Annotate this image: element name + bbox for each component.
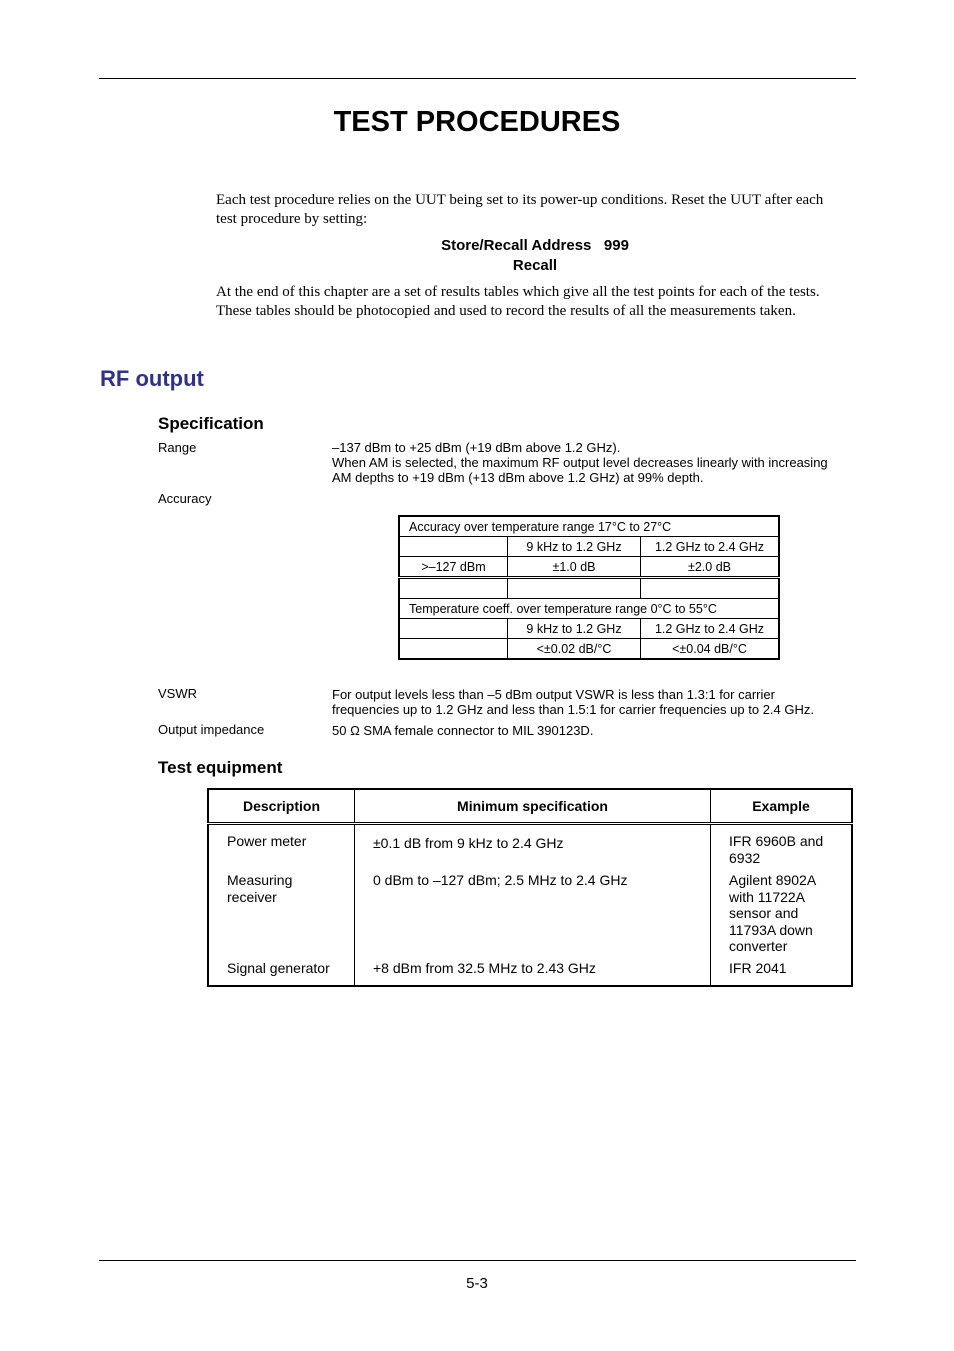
row-example: IFR 6960B and 6932 [711, 824, 853, 867]
accuracy-value: ±1.0 dB [508, 557, 641, 578]
header-rule [99, 78, 856, 79]
accuracy-header: Accuracy over temperature range 17°C to 27°C [399, 516, 779, 537]
table-row [208, 866, 852, 955]
empty-cell [399, 639, 508, 660]
range-value-line2: When AM is selected, the maximum RF output level decreases linearly with increasing AM depths to +19 dBm (+13 dBm above 1.2 GHz) at 99% depth. [332, 455, 828, 485]
range-value-line1: –137 dBm to +25 dBm (+19 dBm above 1.2 GHz). [332, 440, 621, 455]
output-impedance-label: Output impedance [158, 722, 265, 737]
section-heading: RF output [100, 366, 204, 391]
temperature-coeff-header: Temperature coeff. over temperature range 0°C to 55°C [399, 599, 779, 619]
accuracy-row-label: >–127 dBm [399, 557, 508, 578]
test-equipment-table [207, 788, 853, 987]
vswr-value: For output levels less than –5 dBm output VSWR is less than 1.3:1 for carrier frequencies up to 1.2 GHz and less than 1.5:1 for carrier frequencies up to 2.4 GHz. [332, 687, 814, 717]
column-header-description: Description [208, 789, 355, 824]
specification-heading: Specification [158, 414, 264, 433]
range-value [332, 440, 842, 485]
coeff-value: <±0.04 dB/°C [641, 639, 780, 660]
row-spec: ±0.1 dB from 9 kHz to 2.4 GHz [355, 824, 711, 867]
test-equipment-heading: Test equipment [158, 758, 283, 777]
accuracy-value: ±2.0 dB [641, 557, 780, 578]
coeff-col-header: 1.2 GHz to 2.4 GHz [641, 619, 780, 639]
page-title: TEST PROCEDURES [333, 106, 621, 138]
column-header-example: Example [711, 789, 853, 824]
output-impedance-value: 50 Ω SMA female connector to MIL 390123D. [332, 723, 594, 738]
table-row [208, 955, 852, 987]
intro-paragraph: Each test procedure relies on the UUT being set to its power-up conditions. Reset the UUT after each test procedure by setting: [216, 192, 824, 227]
row-description: Signal generator [208, 955, 355, 987]
results-tables-paragraph: At the end of this chapter are a set of results tables which give all the test points for each of the tests. These tables should be photocopied and used to record the results of all the measurements taken. [216, 284, 820, 319]
column-header-minimum-specification: Minimum specification [355, 789, 711, 824]
coeff-corner-cell [399, 619, 508, 639]
accuracy-table [398, 515, 780, 660]
accuracy-col-header: 9 kHz to 1.2 GHz [508, 537, 641, 557]
row-spec: 0 dBm to –127 dBm; 2.5 MHz to 2.4 GHz [355, 866, 711, 955]
row-example: Agilent 8902A with 11722A sensor and 11793A down converter [711, 866, 853, 955]
accuracy-label: Accuracy [158, 491, 212, 506]
row-description: Power meter [208, 824, 355, 867]
footer-rule [99, 1260, 856, 1261]
row-description: Measuring receiver [208, 866, 355, 955]
empty-cell [399, 578, 508, 599]
empty-cell [508, 578, 641, 599]
accuracy-col-header: 1.2 GHz to 2.4 GHz [641, 537, 780, 557]
row-spec: +8 dBm from 32.5 MHz to 2.43 GHz [355, 955, 711, 987]
reset-instruction-address: Store/Recall Address 999 [441, 237, 629, 254]
row-example: IFR 2041 [711, 955, 853, 987]
reset-instruction-recall: Recall [512, 257, 558, 274]
vswr-label: VSWR [158, 686, 197, 701]
coeff-col-header: 9 kHz to 1.2 GHz [508, 619, 641, 639]
page-number: 5-3 [466, 1275, 488, 1292]
range-label: Range [158, 440, 197, 455]
coeff-value: <±0.02 dB/°C [508, 639, 641, 660]
empty-cell [641, 578, 780, 599]
table-row [208, 824, 852, 867]
accuracy-corner-cell [399, 537, 508, 557]
